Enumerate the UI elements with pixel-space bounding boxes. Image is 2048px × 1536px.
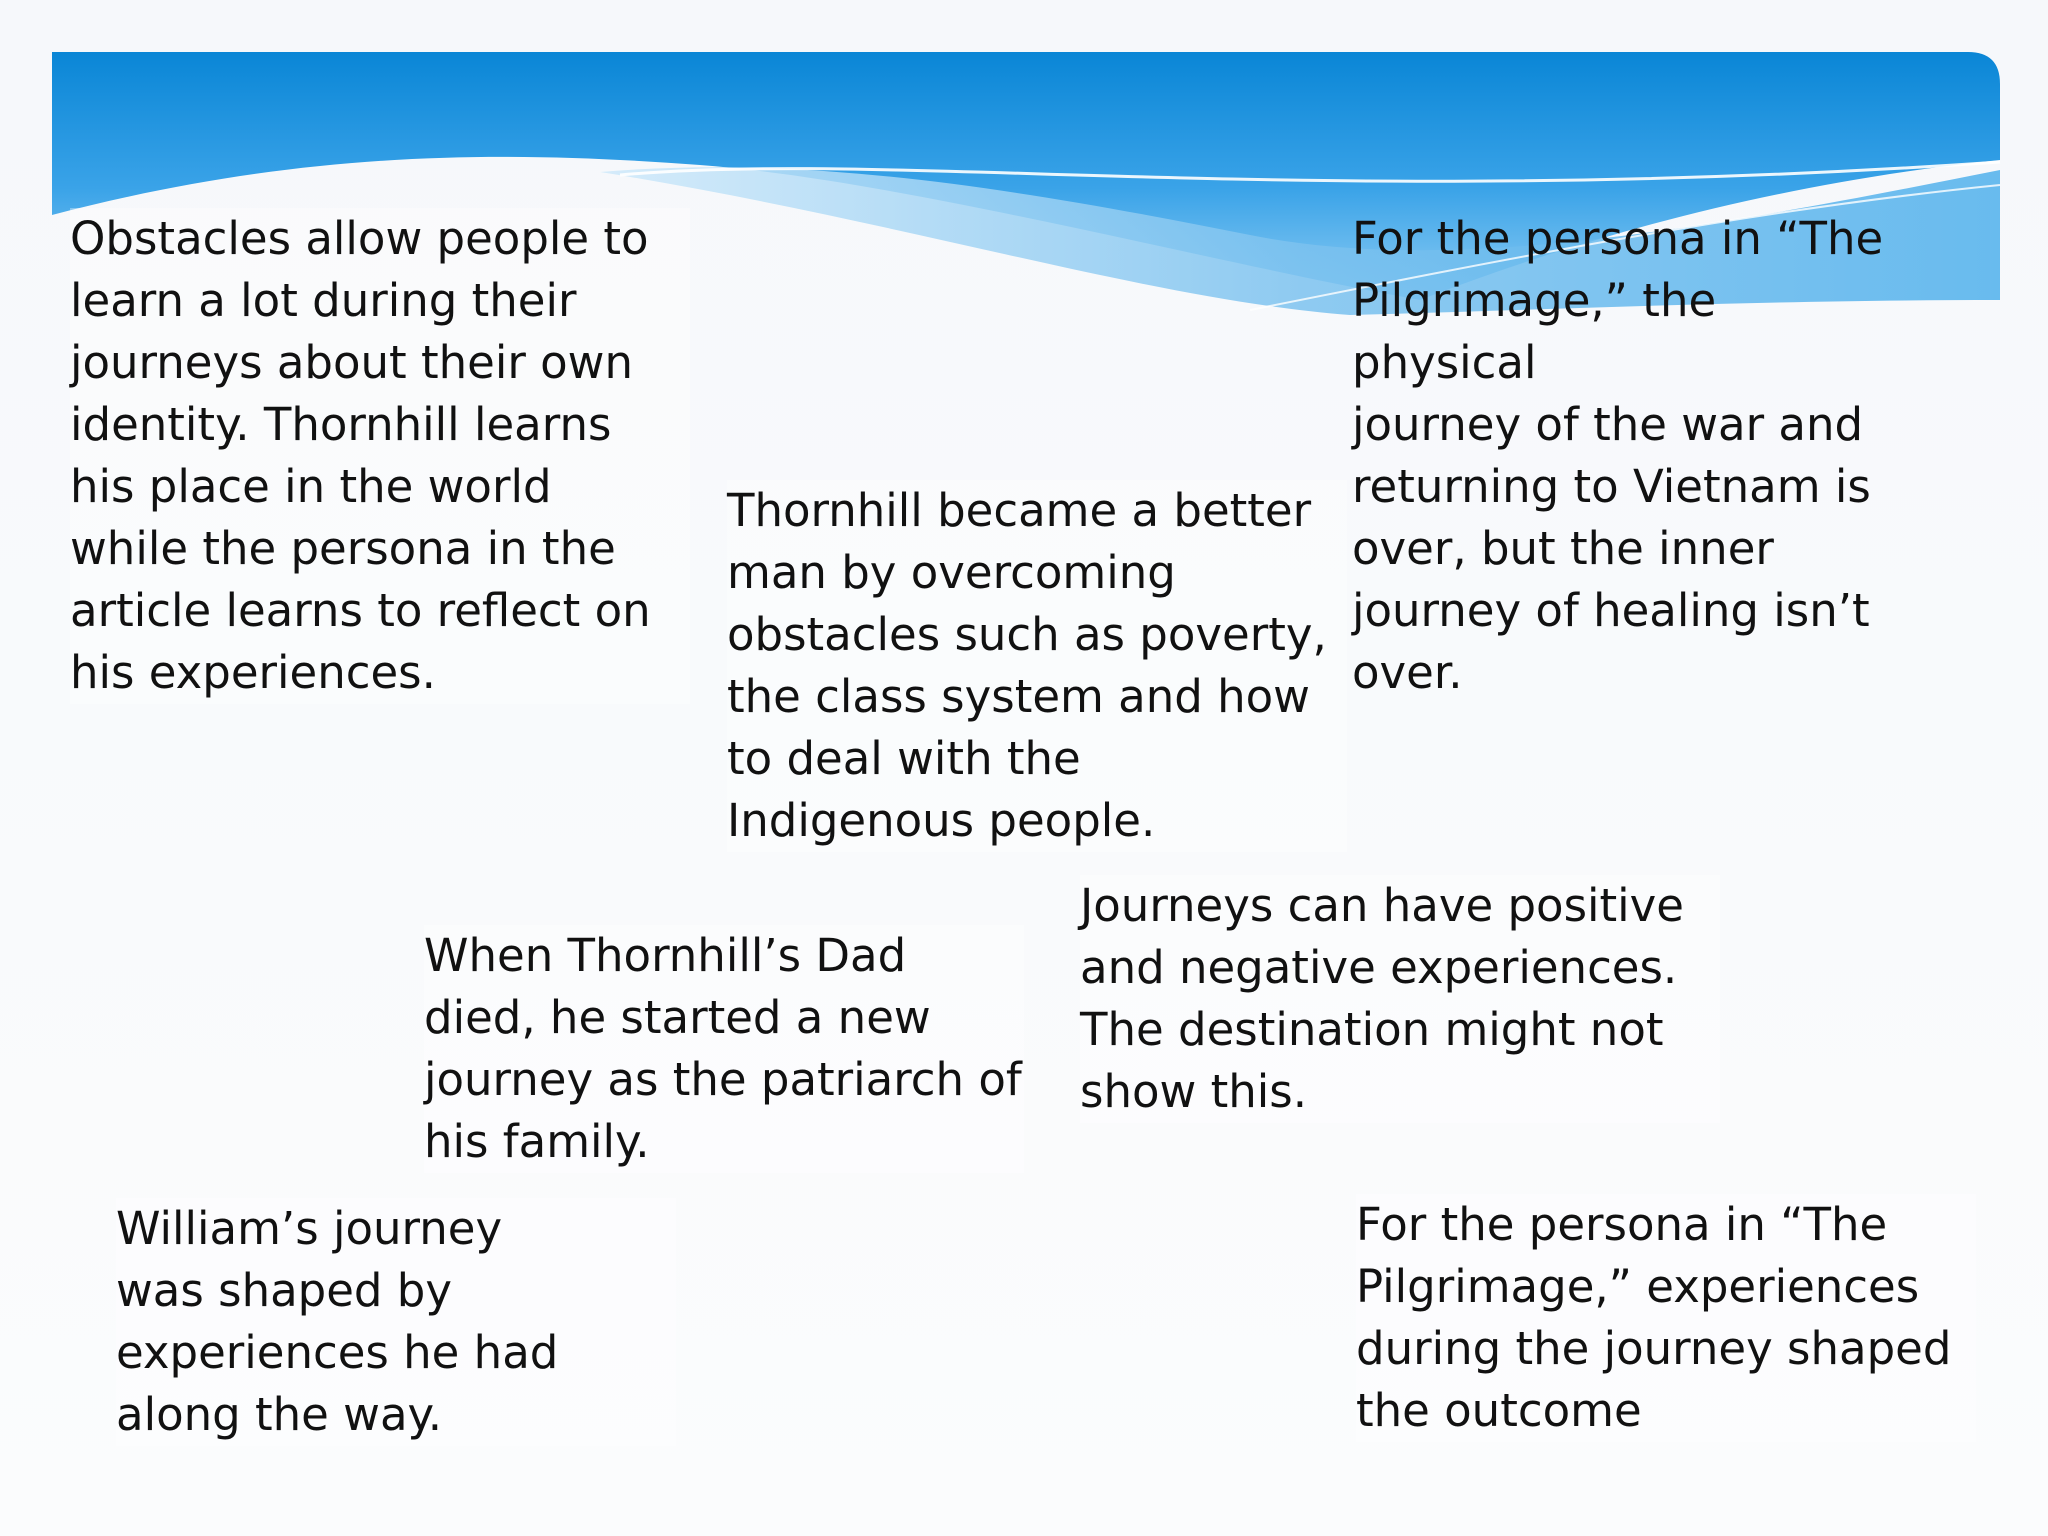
text-block-pilgrimage-inner-journey: For the persona in “The Pilgrimage,” the physical journey of the war and returning to Vietnam is over, but the inner journey of healing isn’t over. (1352, 212, 1884, 699)
text-block-pilgrimage-outcome: For the persona in “The Pilgrimage,” experiences during the journey shaped the outcome (1356, 1194, 1976, 1442)
text-block-thornhill-dad: When Thornhill’s Dad died, he started a new journey as the patriarch of his family. (424, 925, 1024, 1173)
text-block-william-journey: William’s journey was shaped by experiences he had along the way. (116, 1198, 676, 1446)
text-block-obstacles: Obstacles allow people to learn a lot during their journeys about their own identity. Thornhill learns his place in the world while the persona in the article learns to reflect on his experiences. (70, 208, 690, 704)
text-block-journeys-positive-negative: Journeys can have positive and negative experiences. The destination might not show this. (1080, 875, 1720, 1123)
text-block-thornhill-better-man: Thornhill became a better man by overcoming obstacles such as poverty, the class system and how to deal with the Indigenous people. (727, 480, 1347, 852)
